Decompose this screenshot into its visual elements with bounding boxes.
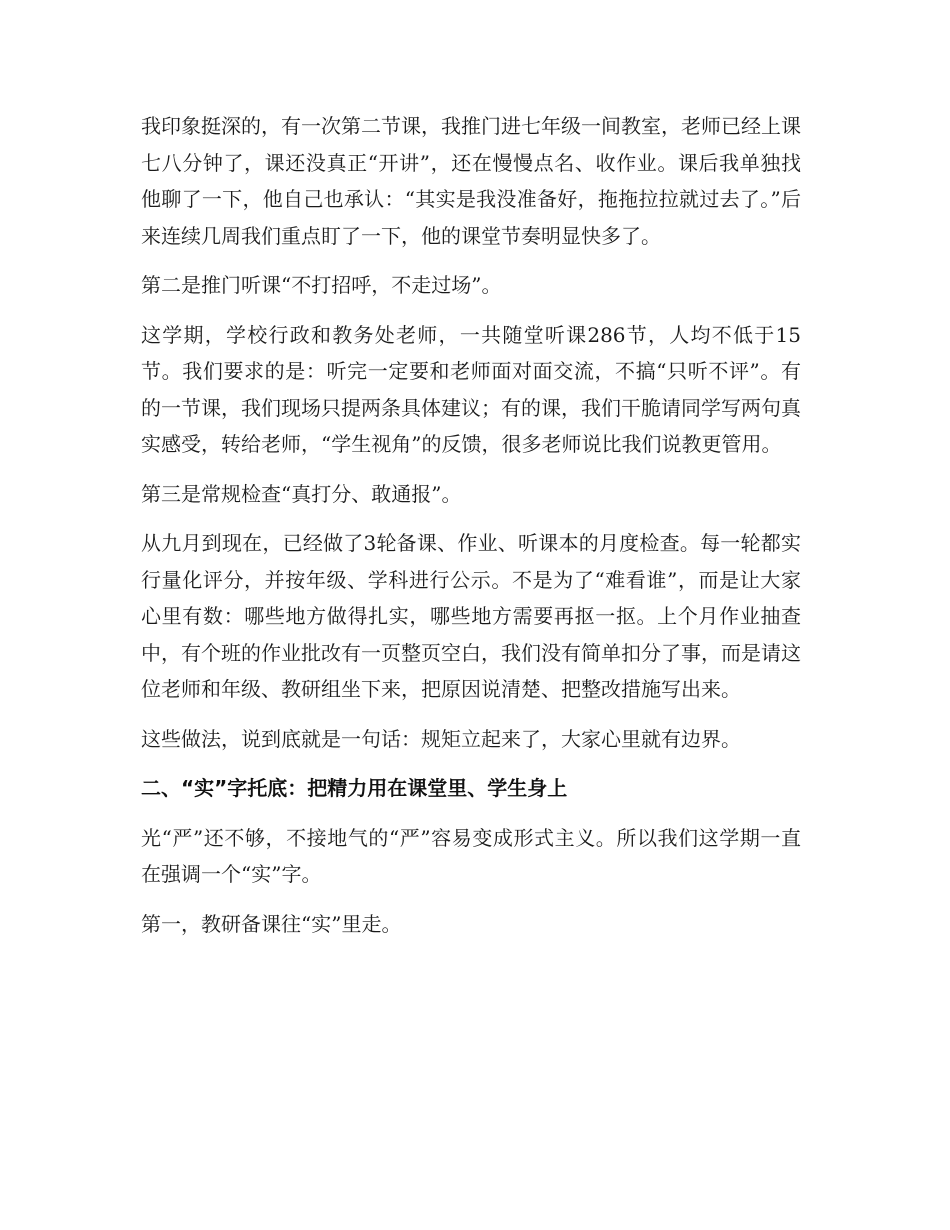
paragraph-point-two-title: 第二是推门听课“不打招呼，不走过场”。 xyxy=(141,273,502,297)
paragraph-lesson-observation: 这学期，学校行政和教务处老师，一共随堂听课286节，人均不低于15节。我们要求的是：听完一定要和老师面对面交流，不搞“只听不评”。有的一节课，我们现场只提两条具体建议；有的课，我们干脆请同学写两句真实感受，转给老师，“学生视角”的反馈，很多老师说比我们说教更管用。 xyxy=(141,322,801,456)
paragraph-point-three-title: 第三是常规检查“真打分、敢通报”。 xyxy=(141,481,462,506)
section-heading: 二、“实”字托底：把精力用在课堂里、学生身上 xyxy=(141,776,568,800)
paragraph-first-point: 第一，教研备课往“实”里走。 xyxy=(141,911,402,936)
paragraph-practical-emphasis: 光“严”还不够，不接地气的“严”容易变成形式主义。所以我们这学期一直在强调一个“实”字。 xyxy=(141,825,801,886)
paragraph-monthly-inspection: 从九月到现在，已经做了3轮备课、作业、听课本的月度检查。每一轮都实行量化评分，并按年级、学科进行公示。不是为了“难看谁”，而是让大家心里有数：哪些地方做得扎实，哪些地方需要再抠一抠。上个月作业抽查中，有个班的作业批改有一页整页空白，我们没有简单扣分了事，而是请这位老师和年级、教研组坐下来，把原因说清楚、把整改措施写出来。 xyxy=(141,531,801,701)
paragraph-classroom-anecdote: 我印象挺深的，有一次第二节课，我推门进七年级一间教室，老师已经上课七八分钟了，课还没真正“开讲”，还在慢慢点名、收作业。课后我单独找他聊了一下，他自己也承认：“其实是我没准备好，拖拖拉拉就过去了。”后来连续几周我们重点盯了一下，他的课堂节奏明显快多了。 xyxy=(141,114,801,248)
paragraph-rules-summary: 这些做法，说到底就是一句话：规矩立起来了，大家心里就有边界。 xyxy=(141,726,741,751)
document-body xyxy=(141,108,801,955)
